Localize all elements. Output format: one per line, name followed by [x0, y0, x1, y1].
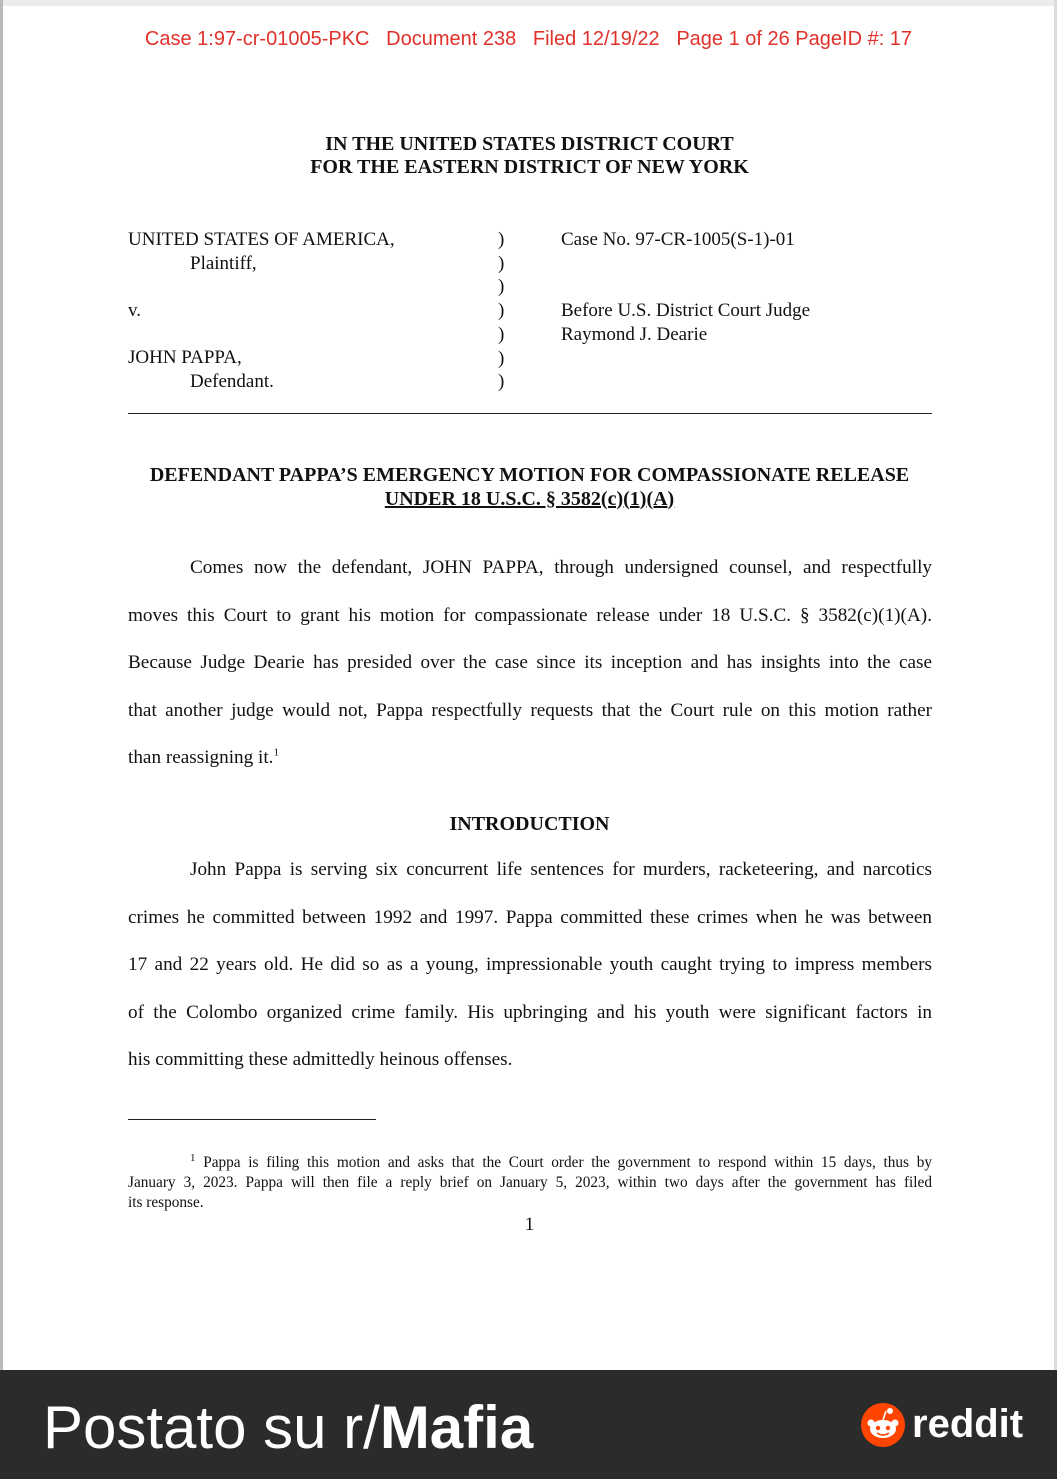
- judge-line-2: Raymond J. Dearie: [561, 323, 708, 345]
- footnote-line: [128, 1153, 932, 1173]
- caption-parenthesis-column: [498, 228, 504, 394]
- banner-caption[interactable]: [43, 1393, 533, 1463]
- footnote-line: January 3, 2023. Pappa will then file a reply brief on January 5, 2023, within two days after the government has filed: [128, 1174, 932, 1191]
- caption-versus: v.: [128, 300, 142, 322]
- paragraph-line: that another judge would not, Pappa respectfully requests that the Court rule on this motion rather: [128, 699, 932, 721]
- footnote-marker: 1: [190, 1151, 196, 1164]
- caption-divider: [128, 413, 932, 414]
- page-top-edge: [0, 0, 1057, 6]
- paragraph-line: 17 and 22 years old. He did so as a young, impressionable youth caught trying to impress members: [128, 954, 932, 975]
- footnote-line-text: Pappa is filing this motion and asks that the Court order the government to respond within 15 days, thus by: [203, 1154, 932, 1171]
- caption-plaintiff-name: UNITED STATES OF AMERICA,: [128, 229, 395, 250]
- case-caption-details: [561, 228, 810, 346]
- caption-paren: ): [498, 323, 505, 345]
- case-number: Case No. 97-CR-1005(S-1)-01: [561, 229, 795, 250]
- reddit-snoo-icon: [860, 1402, 906, 1448]
- page-left-edge: [0, 0, 3, 1370]
- case-caption-parties: [128, 228, 395, 394]
- introduction-heading: INTRODUCTION: [449, 813, 610, 835]
- paragraph-line: crimes he committed between 1992 and 1997. Pappa committed these crimes when he was between: [128, 906, 932, 928]
- footnote-line: its response.: [128, 1194, 204, 1211]
- caption-plaintiff-role: Plaintiff,: [190, 252, 257, 274]
- caption-paren: ): [498, 276, 505, 298]
- court-heading-line-1: IN THE UNITED STATES DISTRICT COURT: [325, 133, 734, 155]
- caption-defendant-role: Defendant.: [190, 371, 274, 393]
- paragraph-line: Comes now the defendant, JOHN PAPPA, through undersigned counsel, and respectfully: [190, 557, 932, 578]
- banner-prefix: Postato su r/: [43, 1394, 380, 1461]
- court-heading: [0, 133, 1057, 179]
- paragraph-line: his committing these admittedly heinous offenses.: [128, 1049, 513, 1070]
- caption-paren: ): [498, 371, 505, 393]
- footnote: [128, 1153, 932, 1213]
- paragraph-line: John Pappa is serving six concurrent life sentences for murders, racketeering, and narcotics: [190, 859, 932, 880]
- introduction-paragraph: [128, 846, 932, 1084]
- judge-line-1: Before U.S. District Court Judge: [561, 300, 811, 321]
- court-heading-line-2: FOR THE EASTERN DISTRICT OF NEW YORK: [310, 156, 749, 178]
- caption-blank: [128, 323, 395, 347]
- motion-title: [0, 464, 1057, 511]
- paragraph-line: Because Judge Dearie has presided over the case since its inception and has insights into the case: [128, 652, 932, 673]
- paragraph-line-last: [128, 734, 932, 782]
- caption-paren: ): [498, 347, 505, 369]
- motion-title-line-1: DEFENDANT PAPPA’S EMERGENCY MOTION FOR COMPASSIONATE RELEASE: [149, 464, 910, 486]
- caption-defendant-name: JOHN PAPPA,: [128, 347, 242, 369]
- footnote-reference: 1: [273, 746, 279, 759]
- caption-blank: [128, 275, 395, 299]
- paragraph-line-text: than reassigning it.: [128, 747, 274, 768]
- caption-paren: ): [498, 300, 505, 322]
- opening-paragraph: [128, 544, 932, 782]
- caption-paren: ): [498, 229, 505, 250]
- motion-title-line-2: UNDER 18 U.S.C. § 3582(c)(1)(A): [384, 487, 675, 510]
- caption-paren: ): [498, 252, 505, 274]
- footnote-separator: [128, 1119, 376, 1120]
- reddit-wordmark: reddit: [912, 1402, 1024, 1446]
- page-number: 1: [524, 1214, 535, 1235]
- paragraph-line: of the Colombo organized crime family. His upbringing and his youth were significant factors in: [128, 1001, 932, 1023]
- paragraph-line: moves this Court to grant his motion for compassionate release under 18 U.S.C. § 3582(c)(1)(A).: [128, 604, 932, 626]
- subreddit-name: Mafia: [379, 1394, 534, 1461]
- case-filing-stamp: Case 1:97-cr-01005-PKC Document 238 Filed 12/19/22 Page 1 of 26 PageID #: 17: [144, 28, 913, 50]
